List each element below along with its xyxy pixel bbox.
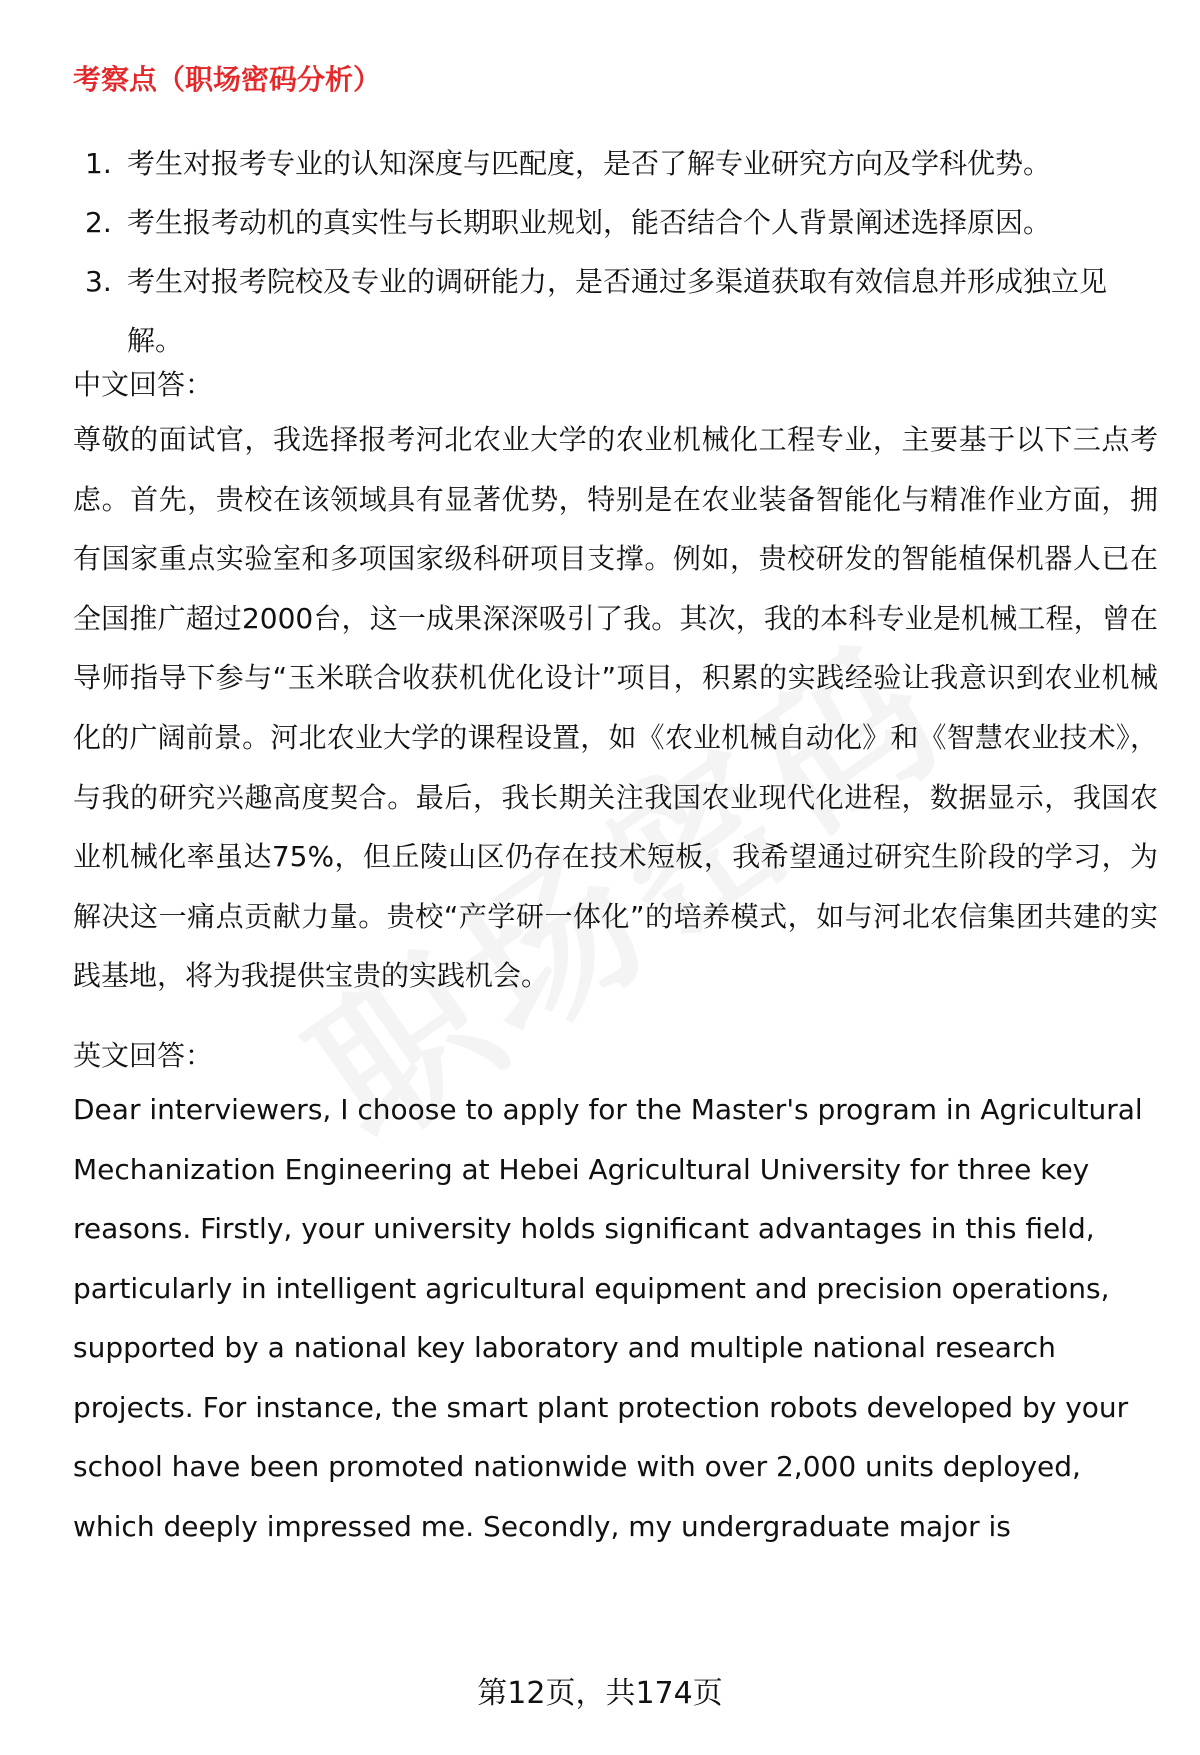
english-answer-text: Dear interviewers, I choose to apply for the Master's program in Agricultural Mechanization Engineering at Hebei Agricultural University for three key reasons. Firstly, your university holds significant advantages in this field, particularly in intelligent agricultural equipment and precision operations, supported by a national key laboratory and multiple national research projects. For instance, the smart plant protection robots developed by your school have been promoted nationwide with over 2,000 units deployed, which deeply impressed me. Secondly, my undergraduate major is (73, 1093, 1143, 1543)
section-heading: 考察点（职场密码分析） (73, 63, 382, 96)
english-answer-label: 英文回答： (73, 1039, 214, 1072)
list-number: 2. (85, 206, 112, 239)
page-number-footer: 第12页，共174页 (477, 1676, 723, 1711)
list-item-text: 考生报考动机的真实性与长期职业规划，能否结合个人背景阐述选择原因。 (127, 206, 1052, 239)
list-item (73, 193, 1153, 252)
list-item-text: 考生对报考院校及专业的调研能力，是否通过多渠道获取有效信息并形成独立见解。 (127, 265, 1108, 357)
assessment-points-list (73, 134, 1153, 370)
list-item (73, 134, 1153, 193)
chinese-answer-label: 中文回答： (73, 368, 214, 401)
chinese-answer-text: 尊敬的面试官，我选择报考河北农业大学的农业机械化工程专业，主要基于以下三点考虑。首先，贵校在该领域具有显著优势，特别是在农业装备智能化与精准作业方面，拥有国家重点实验室和多项国家级科研项目支撑。例如，贵校研发的智能植保机器人已在全国推广超过2000台，这一成果深深吸引了我。其次，我的本科专业是机械工程，曾在导师指导下参与“玉米联合收获机优化设计”项目，积累的实践经验让我意识到农业机械化的广阔前景。河北农业大学的课程设置，如《农业机械自动化》和《智慧农业技术》，与我的研究兴趣高度契合。最后，我长期关注我国农业现代化进程，数据显示，我国农业机械化率虽达75%，但丘陵山区仍存在技术短板，我希望通过研究生阶段的学习，为解决这一痛点贡献力量。贵校“产学研一体化”的培养模式，如与河北农信集团共建的实践基地，将为我提供宝贵的实践机会。 (73, 423, 1158, 993)
list-item (73, 252, 1153, 370)
list-number: 1. (85, 147, 112, 180)
list-number: 3. (85, 265, 112, 298)
list-item-text: 考生对报考专业的认知深度与匹配度，是否了解专业研究方向及学科优势。 (127, 147, 1052, 180)
